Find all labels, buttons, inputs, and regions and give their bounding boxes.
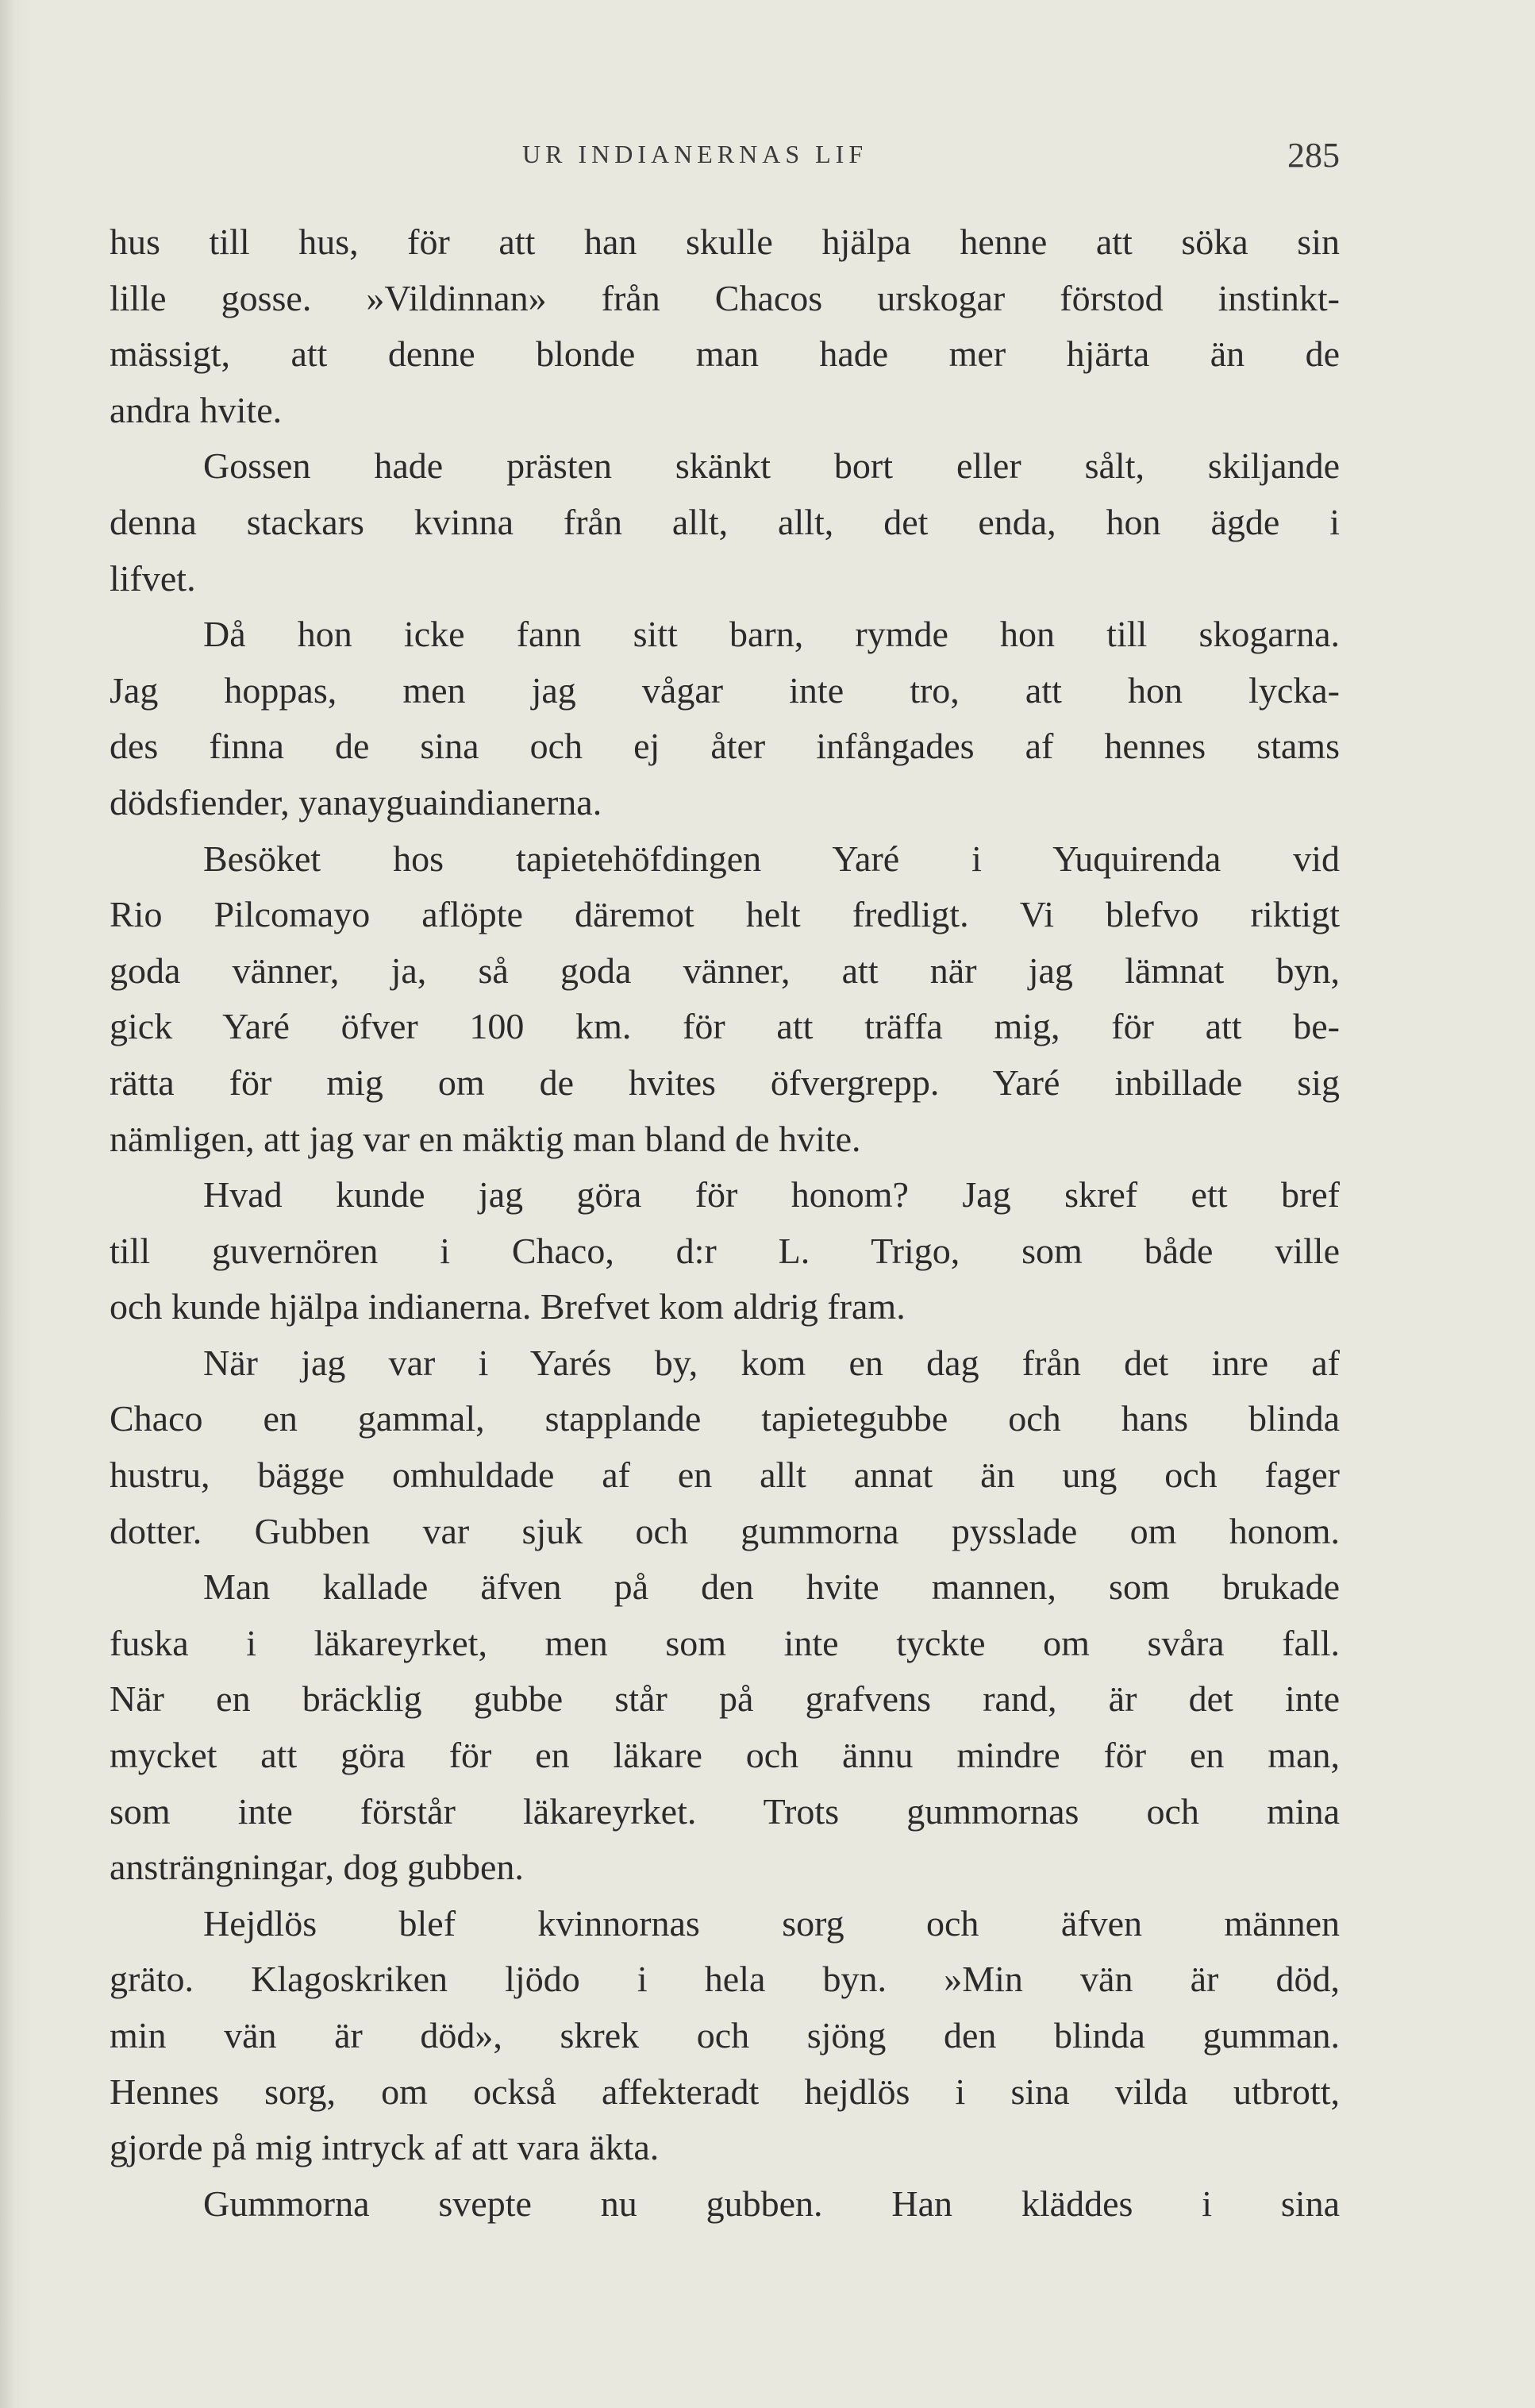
text-line: Besöket hos tapietehöfdingen Yaré i Yuquirenda vid <box>203 838 1340 879</box>
text-line: och kunde hjälpa indianerna. Brefvet kom aldrig fram. <box>110 1286 906 1327</box>
page-number: 285 <box>1287 136 1340 175</box>
text-line: som inte förstår läkareyrket. Trots gummornas och mina <box>110 1790 1340 1832</box>
text-line: Chaco en gammal, stapplande tapietegubbe och hans blinda <box>110 1398 1340 1439</box>
text-line: När en bräcklig gubbe står på grafvens rand, är det inte <box>110 1678 1340 1720</box>
text-line: des finna de sina och ej åter infångades af hennes stams <box>110 726 1340 767</box>
text-line: När jag var i Yarés by, kom en dag från det inre af <box>203 1342 1340 1383</box>
text-line: gjorde på mig intryck af att vara äkta. <box>110 2127 660 2168</box>
text-line: mässigt, att denne blonde man hade mer hjärta än de <box>110 333 1340 375</box>
text-line: fuska i läkareyrket, men som inte tyckte om svåra fall. <box>110 1622 1340 1663</box>
text-line: dödsfiender, yanayguaindianerna. <box>110 781 602 823</box>
text-line: till guvernören i Chaco, d:r L. Trigo, som både ville <box>110 1230 1340 1271</box>
text-line: mycket att göra för en läkare och ännu mindre för en man, <box>110 1735 1340 1776</box>
text-line: dotter. Gubben var sjuk och gummorna pysslade om honom. <box>110 1510 1340 1551</box>
text-line: rätta för mig om de hvites öfvergrepp. Yaré inbillade sig <box>110 1061 1340 1103</box>
text-line: Gummorna svepte nu gubben. Han kläddes i sina <box>203 2183 1340 2224</box>
text-line: andra hvite. <box>110 389 283 430</box>
text-line: denna stackars kvinna från allt, allt, det enda, hon ägde i <box>110 501 1340 542</box>
text-line: lifvet. <box>110 557 196 599</box>
running-title: UR INDIANERNAS LIF <box>522 140 868 168</box>
text-line: hus till hus, för att han skulle hjälpa henne att söka sin <box>110 222 1340 262</box>
text-line: goda vänner, ja, så goda vänner, att när jag lämnat byn, <box>110 950 1340 991</box>
body-text <box>110 214 1340 2232</box>
text-line: nämligen, att jag var en mäktig man bland de hvite. <box>110 1118 861 1159</box>
text-line: Man kallade äfven på den hvite mannen, som brukade <box>203 1566 1340 1608</box>
text-line: lille gosse. »Vildinnan» från Chacos urskogar förstod instinkt- <box>110 277 1340 318</box>
text-line: gräto. Klagoskriken ljödo i hela byn. »Min vän är död, <box>110 1959 1340 2000</box>
text-line: Hennes sorg, om också affekteradt hejdlös i sina vilda utbrott, <box>110 2071 1340 2112</box>
text-line: gick Yaré öfver 100 km. för att träffa mig, för att be- <box>110 1006 1340 1047</box>
text-line: Hvad kunde jag göra för honom? Jag skref ett bref <box>203 1174 1340 1216</box>
text-line: Gossen hade prästen skänkt bort eller sålt, skiljande <box>203 445 1340 487</box>
text-line: Jag hoppas, men jag vågar inte tro, att hon lycka- <box>110 669 1340 711</box>
text-line: ansträngningar, dog gubben. <box>110 1847 524 1888</box>
page-header <box>110 135 1340 183</box>
text-line: Rio Pilcomayo aflöpte däremot helt fredligt. Vi blefvo riktigt <box>110 894 1340 935</box>
text-line: Hejdlös blef kvinnornas sorg och äfven männen <box>203 1902 1340 1944</box>
text-line: Då hon icke fann sitt barn, rymde hon till skogarna. <box>203 614 1340 655</box>
text-line: hustru, bägge omhuldade af en allt annat än ung och fager <box>110 1454 1340 1496</box>
text-line: min vän är död», skrek och sjöng den blinda gumman. <box>110 2015 1340 2055</box>
